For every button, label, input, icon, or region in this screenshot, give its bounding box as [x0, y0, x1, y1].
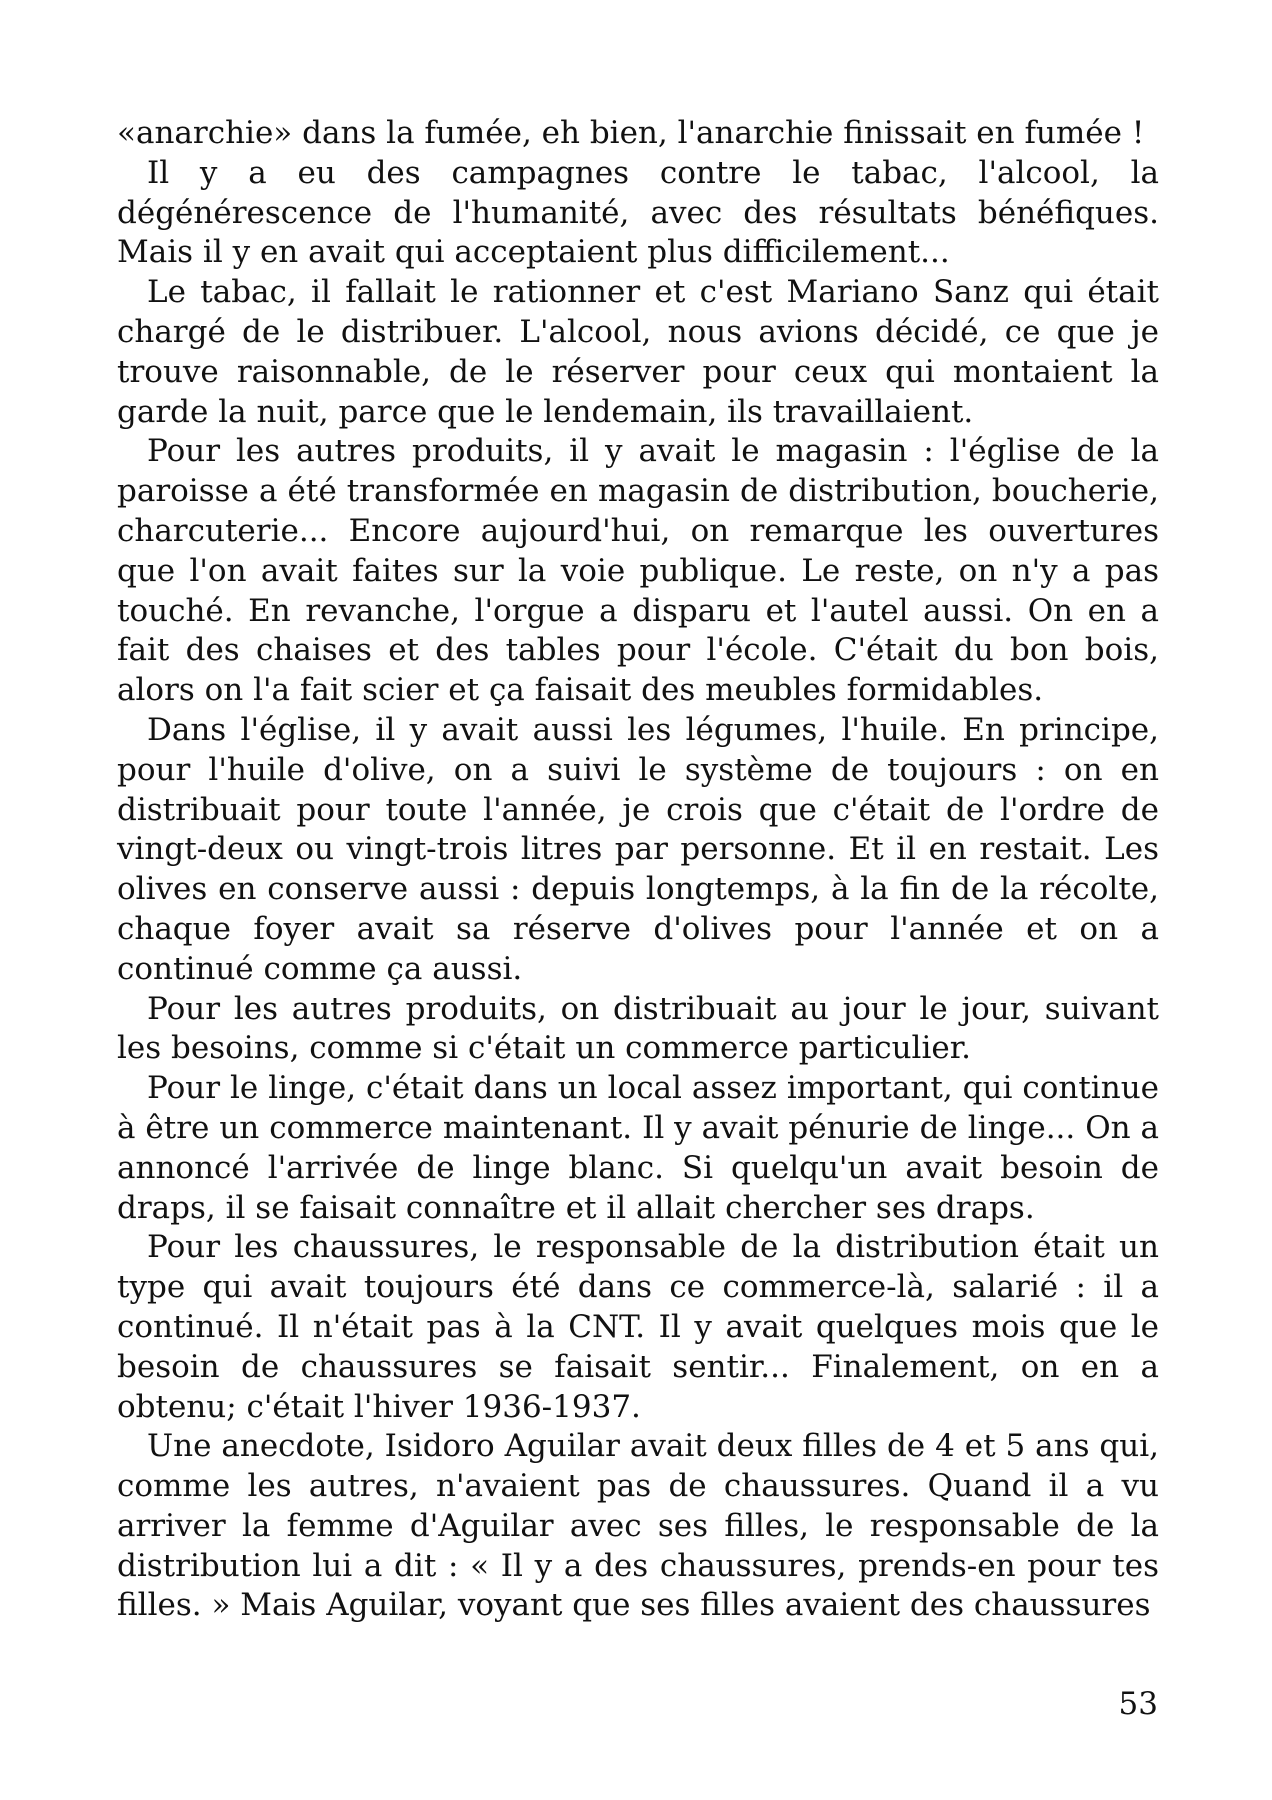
paragraph-shoes: Pour les chaussures, le responsable de la distribution était un type qui avait toujours été dans ce commerce-là, salarié : il a continué. Il n'était pas à la CNT. Il y avait quelques mois que le besoin de chaussures se faisait sentir... Finalement, on en a obtenu; c'était l'hiver 1936-1937.	[117, 1229, 1159, 1425]
paragraph-olive-oil: Dans l'église, il y avait aussi les légumes, l'huile. En principe, pour l'huile d'olive, on a suivi le système de toujours : on en distribuait pour toute l'année, je crois que c'était de l'ordre de vingt-deux ou vingt-trois litres par personne. Et il en restait. Les olives en conserve aussi : depuis longtemps, à la fin de la récolte, chaque foyer avait sa réserve d'olives pour l'année et on a continué comme ça aussi.	[117, 711, 1159, 987]
page-number: 53	[1118, 1686, 1158, 1722]
paragraph-daily-distribution: Pour les autres produits, on distribuait au jour le jour, suivant les besoins, comme si c'était un commerce particulier.	[117, 990, 1159, 1067]
paragraph-church-store: Pour les autres produits, il y avait le magasin : l'église de la paroisse a été transformée en magasin de distribution, boucherie, charcuterie... Encore aujourd'hui, on remarque les ouvertures que l'on avait faites sur la voie publique. Le reste, on n'y a pas touché. En revanche, l'orgue a disparu et l'autel aussi. On en a fait des chaises et des tables pour l'école. C'était du bon bois, alors on l'a fait scier et ça faisait des meubles formidables.	[117, 433, 1159, 709]
paragraph-continuation: «anarchie» dans la fumée, eh bien, l'anarchie finissait en fumée !	[117, 115, 1145, 151]
paragraph-linen: Pour le linge, c'était dans un local assez important, qui continue à être un commerce maintenant. Il y avait pénurie de linge... On a annoncé l'arrivée de linge blanc. Si quelqu'un avait besoin de draps, il se faisait connaître et il allait chercher ses draps.	[117, 1070, 1159, 1226]
body-text	[117, 114, 1159, 1626]
paragraph-anecdote: Une anecdote, Isidoro Aguilar avait deux filles de 4 et 5 ans qui, comme les autres, n'avaient pas de chaussures. Quand il a vu arriver la femme d'Aguilar avec ses filles, le responsable de la distribution lui a dit : « Il y a des chaussures, prends-en pour tes filles. » Mais Aguilar, voyant que ses filles avaient des chaussures	[117, 1428, 1159, 1624]
paragraph-tobacco-alcohol: Le tabac, il fallait le rationner et c'est Mariano Sanz qui était chargé de le distribuer. L'alcool, nous avions décidé, ce que je trouve raisonnable, de le réserver pour ceux qui montaient la garde la nuit, parce que le lendemain, ils travaillaient.	[117, 274, 1159, 430]
paragraph-campaigns: Il y a eu des campagnes contre le tabac, l'alcool, la dégénérescence de l'humanité, avec des résultats bénéfiques. Mais il y en avait qui acceptaient plus difficilement...	[117, 154, 1159, 271]
